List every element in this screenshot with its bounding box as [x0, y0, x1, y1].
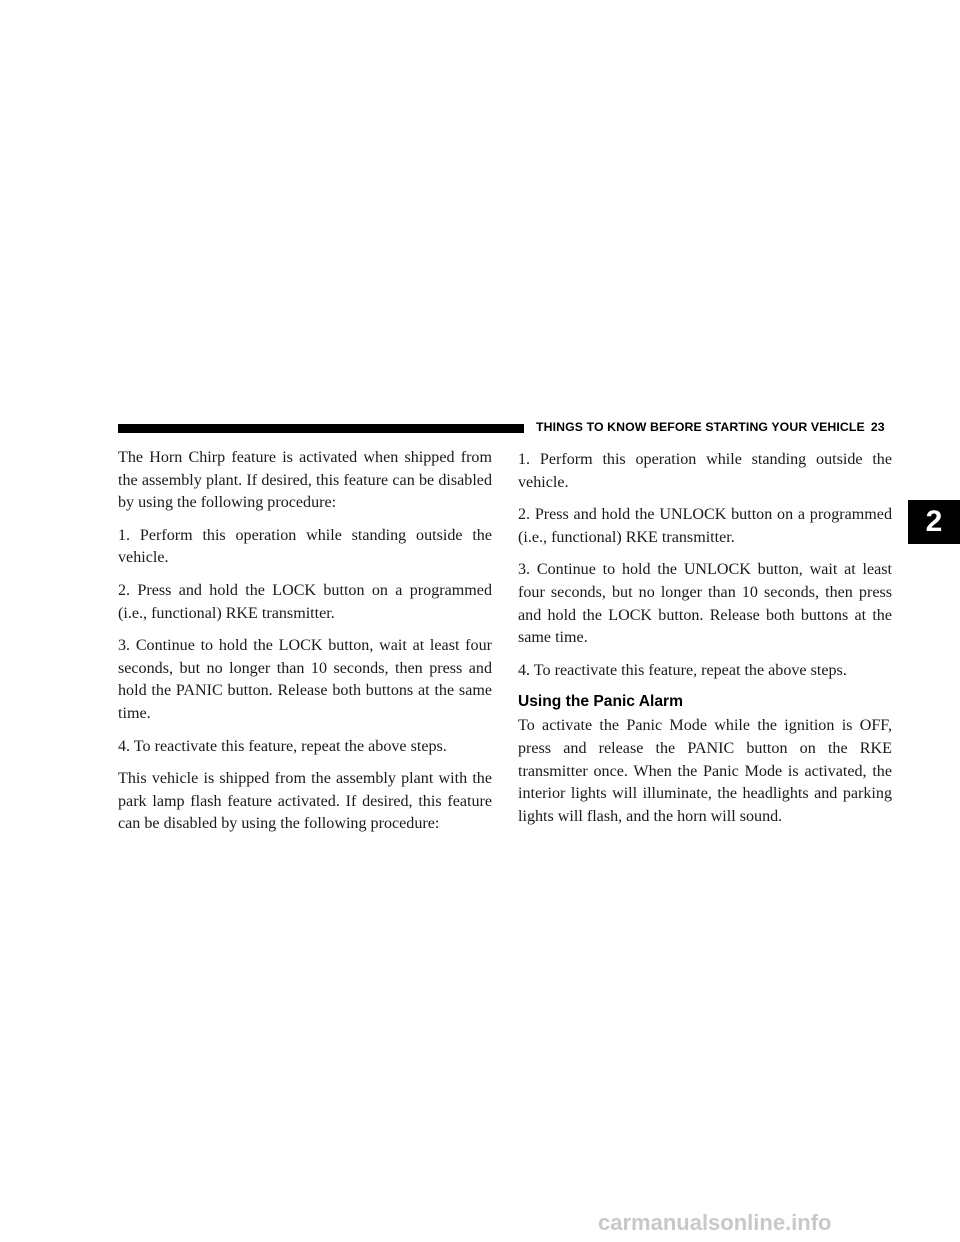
- section-body: To activate the Panic Mode while the ignition is OFF, press and release the PANIC button on the RKE transmitter once. When the Panic Mode is activated, the interior lights will illuminate, the headlights and parking lights will flash, and the horn will sound.: [518, 717, 892, 825]
- intro-paragraph: This vehicle is shipped from the assembly plant with the park lamp flash feature activated. If desired, this feature can be disabled by using the following procedure:: [118, 770, 492, 833]
- left-column: [118, 447, 492, 846]
- section-heading: Using the Panic Alarm: [518, 693, 683, 711]
- header-title: THINGS TO KNOW BEFORE STARTING YOUR VEHICLE: [536, 420, 865, 434]
- right-column: [518, 449, 892, 838]
- step-paragraph: 1. Perform this operation while standing outside the vehicle.: [518, 451, 892, 491]
- intro-paragraph: The Horn Chirp feature is activated when shipped from the assembly plant. If desired, this feature can be disabled by using the following procedure:: [118, 449, 492, 512]
- step-paragraph: 1. Perform this operation while standing outside the vehicle.: [118, 526, 492, 567]
- header-rule: [118, 424, 524, 433]
- page-number: 23: [870, 420, 885, 434]
- step-paragraph: 2. Press and hold the LOCK button on a programmed (i.e., functional) RKE transmitter.: [118, 581, 492, 622]
- chapter-tab: 2: [908, 500, 960, 544]
- step-paragraph: 4. To reactivate this feature, repeat the above steps.: [518, 661, 847, 679]
- step-paragraph: 3. Continue to hold the LOCK button, wait at least four seconds, but no longer than 10 seconds, then press and hold the PANIC button. Release both buttons at the same time.: [118, 637, 492, 722]
- running-header: [536, 420, 885, 434]
- watermark: carmanualsonline.info: [598, 1210, 832, 1235]
- step-paragraph: 3. Continue to hold the UNLOCK button, wait at least four seconds, but no longer than 10 seconds, then press and hold the LOCK button. Release both buttons at the same time.: [518, 561, 892, 647]
- step-paragraph: 2. Press and hold the UNLOCK button on a programmed (i.e., functional) RKE transmitter.: [518, 506, 892, 546]
- step-paragraph: 4. To reactivate this feature, repeat the above steps.: [118, 737, 447, 755]
